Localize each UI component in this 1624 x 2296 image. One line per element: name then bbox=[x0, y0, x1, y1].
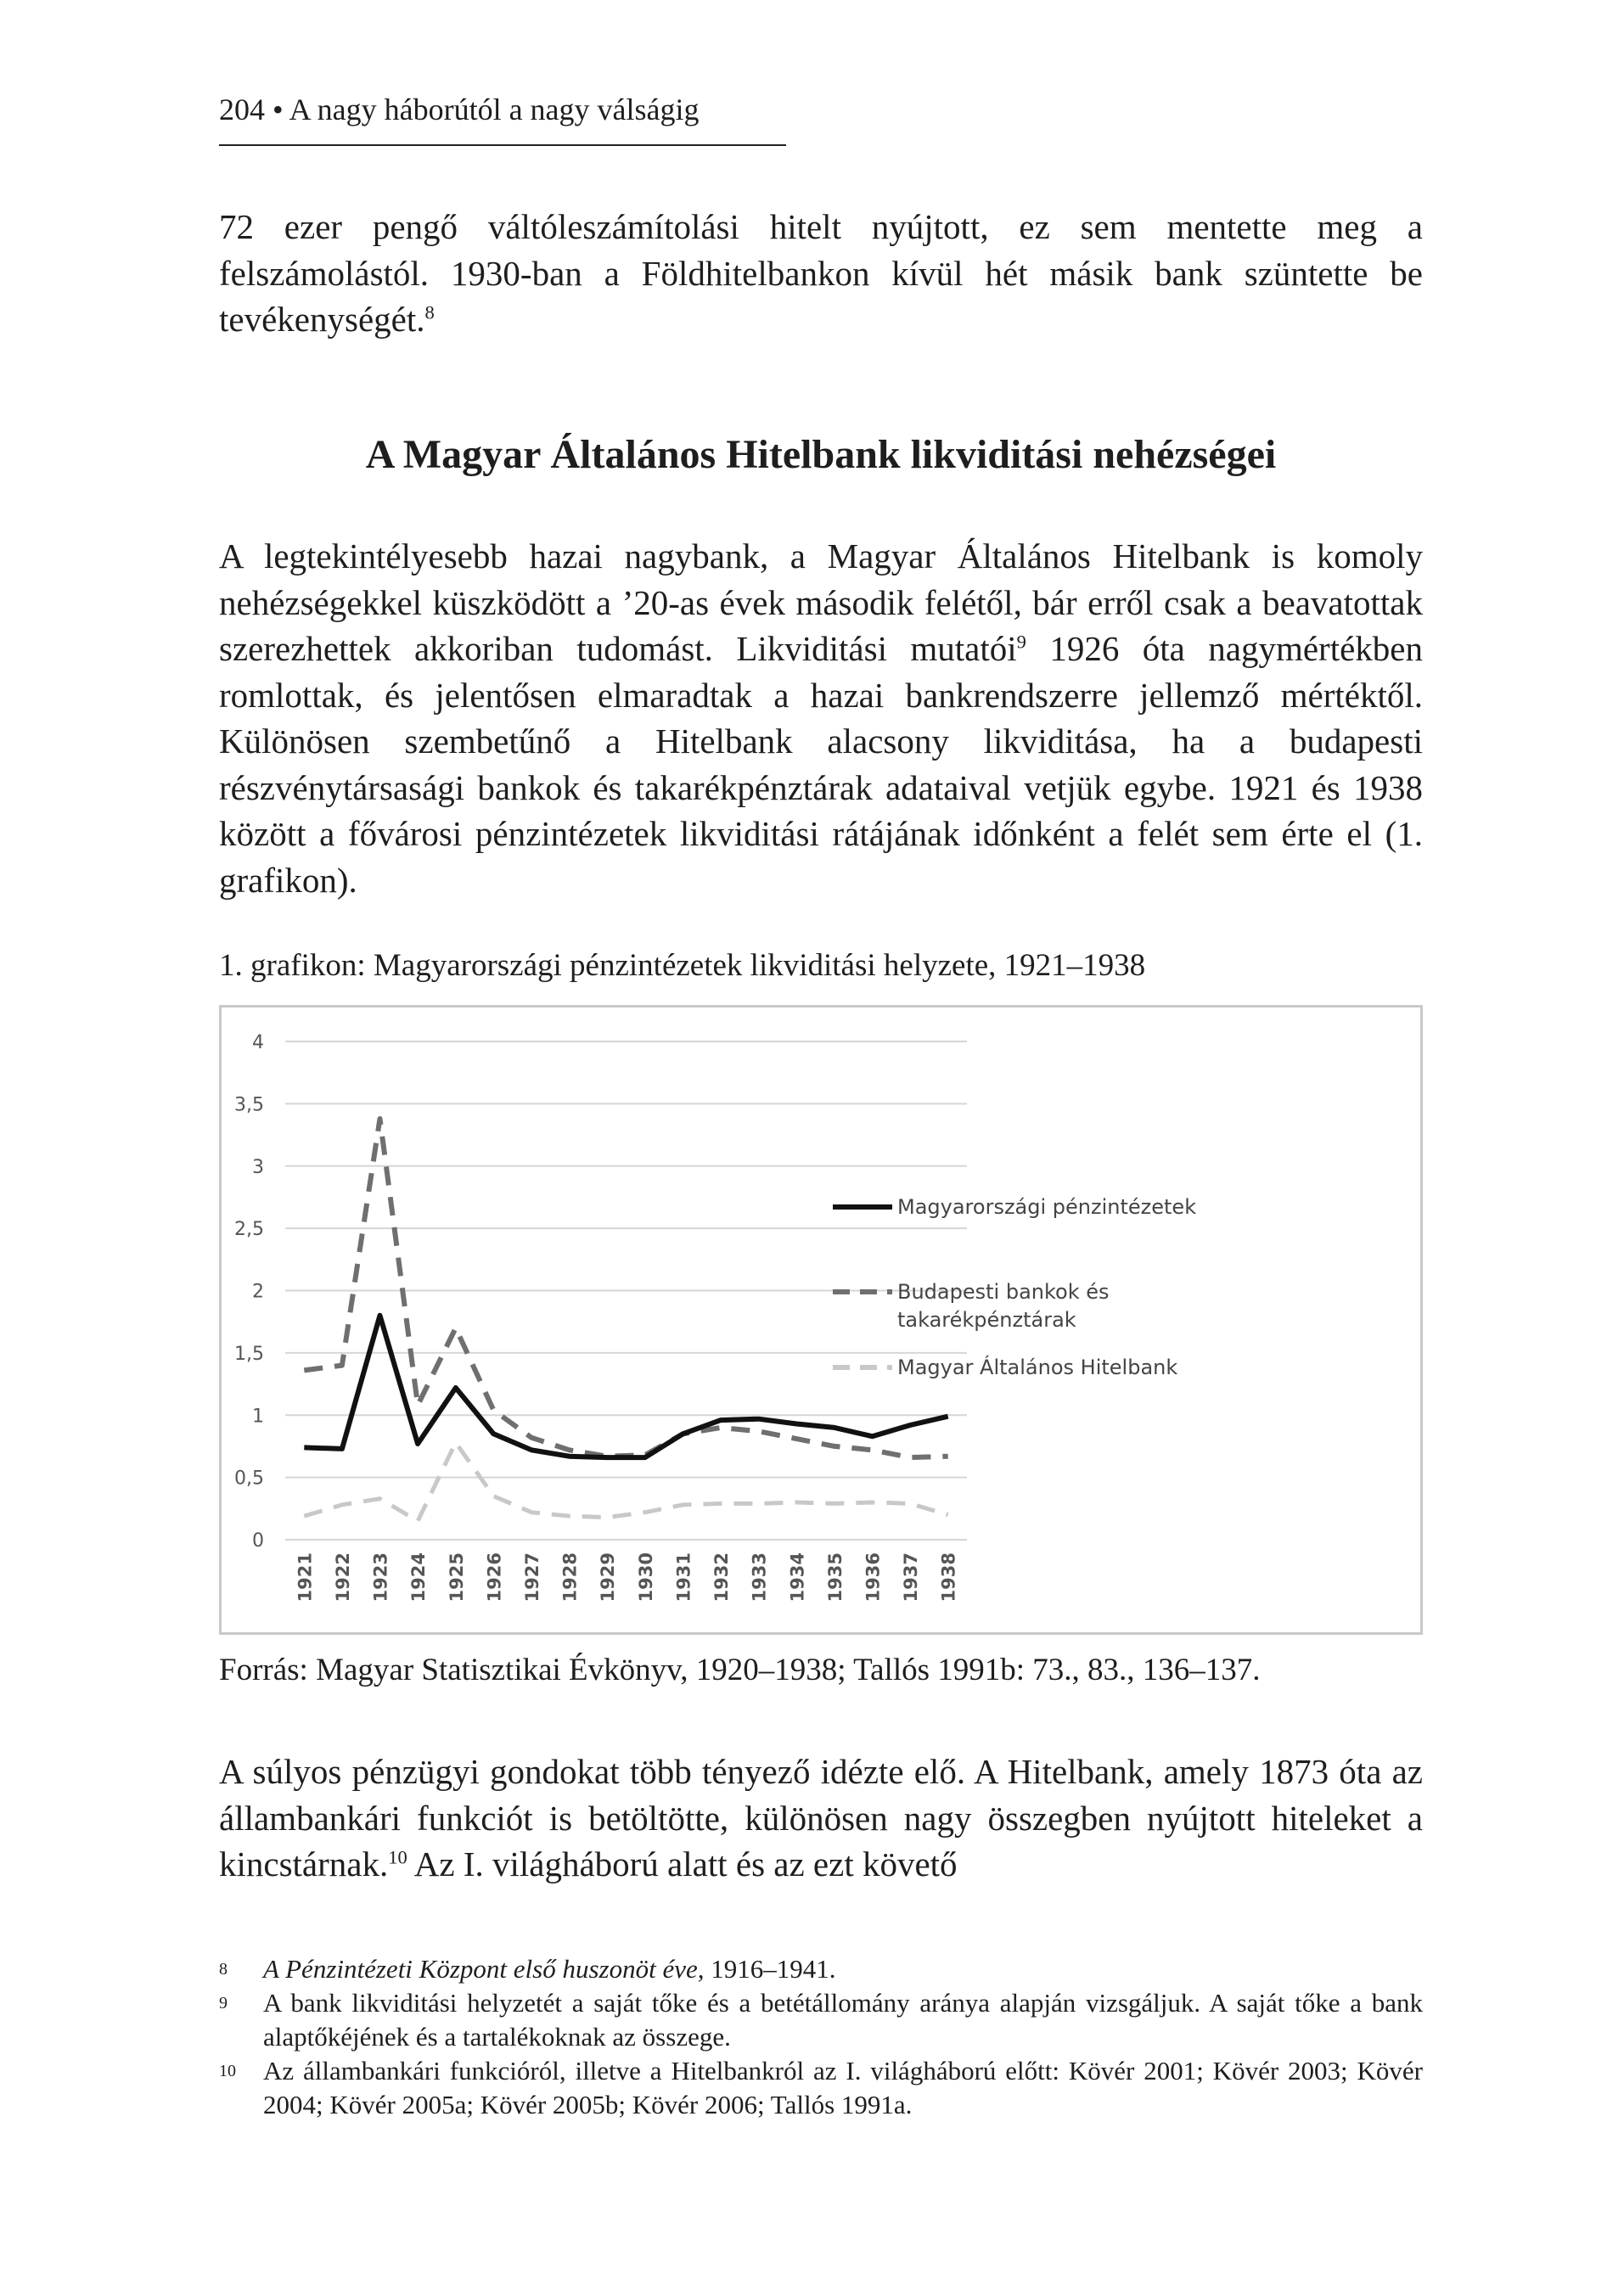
x-tick-label: 1934 bbox=[787, 1552, 808, 1603]
figure-source: Forrás: Magyar Statisztikai Évkönyv, 1920–1938; Tallós 1991b: 73., 83., 136–137. bbox=[219, 1653, 1261, 1687]
footnote-8 bbox=[219, 1952, 1423, 1986]
line-chart bbox=[222, 1008, 1420, 1632]
paragraph-3 bbox=[219, 1749, 1423, 1888]
footnote-number: 8 bbox=[219, 1960, 228, 1979]
y-tick-label: 3 bbox=[252, 1156, 264, 1178]
footnote-italic: A Pénzintézeti Központ első huszonöt éve, bbox=[263, 1954, 705, 1984]
x-tick-label: 1927 bbox=[521, 1552, 542, 1603]
footnote-text: A bank likviditási helyzetét a saját tőke és a betétállomány aránya alapján vizsgáljuk. A saját tőke a bank alaptőkéjének és a tartalékoknak az összege. bbox=[263, 1988, 1423, 2052]
paragraph-3-text-a: A súlyos pénzügyi gondokat több tényező idézte elő. A Hitelbank, amely 1873 óta az állambankári funkciót is betöltötte, különösen nagy összegben nyújtott hiteleket a kincstárnak. bbox=[219, 1752, 1423, 1883]
footnote-10 bbox=[219, 2054, 1423, 2122]
x-tick-label: 1929 bbox=[598, 1552, 619, 1603]
y-tick-label: 4 bbox=[252, 1032, 264, 1053]
x-tick-label: 1933 bbox=[749, 1552, 770, 1603]
footnote-number: 9 bbox=[219, 1994, 228, 2013]
x-tick-label: 1928 bbox=[559, 1552, 581, 1603]
y-tick-label: 2 bbox=[252, 1281, 264, 1303]
series-line-1 bbox=[304, 1316, 947, 1457]
footnote-ref-9[interactable]: 9 bbox=[1016, 631, 1026, 653]
footnote-ref-10[interactable]: 10 bbox=[388, 1846, 407, 1868]
x-tick-label: 1930 bbox=[635, 1552, 656, 1603]
y-tick-label: 2,5 bbox=[234, 1219, 264, 1241]
legend-label: takarékpénztárak bbox=[897, 1308, 1076, 1332]
x-tick-label: 1921 bbox=[295, 1552, 316, 1603]
legend-label: Magyar Általános Hitelbank bbox=[897, 1356, 1178, 1379]
paragraph-2-text-b: 1926 óta nagymértékben romlottak, és jelentősen elmaradtak a hazai bankrendszerre jellemző mértéktől. Különösen szembetűnő a Hitelbank alacsony likviditása, ha a budapesti részvénytársasági bankok és takarékpénztárak adataival vetjük egybe. 1921 és 1938 között a fővárosi pénzintézetek likviditási rátájának időnként a felét sem érte el (1. grafikon). bbox=[219, 629, 1423, 900]
y-tick-label: 0 bbox=[252, 1530, 264, 1552]
x-tick-label: 1922 bbox=[332, 1552, 353, 1603]
paragraph-3-text-b: Az I. világháború alatt és az ezt követő bbox=[407, 1844, 958, 1883]
figure-caption: 1. grafikon: Magyarországi pénzintézetek likviditási helyzete, 1921–1938 bbox=[219, 948, 1146, 983]
x-tick-label: 1924 bbox=[408, 1552, 430, 1603]
chart-frame bbox=[219, 1005, 1423, 1635]
x-tick-label: 1926 bbox=[484, 1552, 505, 1603]
footnote-text: Az állambankári funkcióról, illetve a Hitelbankról az I. világháború előtt: Kövér 2001; Kövér 2003; Kövér 2004; Kövér 2005a; Kövér 2005b; Kövér 2006; Tallós 1991a. bbox=[263, 2056, 1423, 2119]
x-tick-label: 1923 bbox=[370, 1552, 391, 1603]
running-header: 204 • A nagy háborútól a nagy válságig bbox=[219, 93, 700, 126]
series-line-2 bbox=[304, 1119, 947, 1457]
legend-label: Magyarországi pénzintézetek bbox=[897, 1195, 1197, 1219]
x-tick-label: 1931 bbox=[673, 1552, 694, 1603]
footnote-ref-8[interactable]: 8 bbox=[424, 301, 435, 323]
y-tick-label: 3,5 bbox=[234, 1094, 264, 1116]
legend-label: Budapesti bankok és bbox=[897, 1280, 1110, 1304]
section-heading: A Magyar Általános Hitelbank likviditási nehézségei bbox=[365, 432, 1277, 477]
footnote-number: 10 bbox=[219, 2062, 236, 2080]
x-tick-label: 1938 bbox=[938, 1552, 959, 1603]
x-tick-label: 1935 bbox=[824, 1552, 846, 1603]
header-rule bbox=[219, 144, 786, 146]
paragraph-2-text-a: A legtekintélyesebb hazai nagybank, a Magyar Általános Hitelbank is komoly nehézségekkel küszködött a ’20-as évek második felétől, bár erről csak a beavatottak szerezhettek akkoriban tudomást. Likviditási mutatói bbox=[219, 536, 1423, 668]
y-tick-label: 1,5 bbox=[234, 1343, 264, 1365]
paragraph-1-text: 72 ezer pengő váltóleszámítolási hitelt nyújtott, ez sem mentette meg a felszámolástól. 1930-ban a Földhitelbankon kívül hét másik bank szüntette be tevékenységét. bbox=[219, 207, 1423, 339]
y-tick-label: 0,5 bbox=[234, 1468, 264, 1490]
footnote-text: 1916–1941. bbox=[704, 1954, 836, 1984]
paragraph-1 bbox=[219, 204, 1423, 343]
x-tick-label: 1937 bbox=[901, 1552, 922, 1603]
paragraph-2 bbox=[219, 533, 1423, 903]
footnote-9 bbox=[219, 1986, 1423, 2054]
y-tick-label: 1 bbox=[252, 1406, 264, 1428]
x-tick-label: 1932 bbox=[711, 1552, 733, 1603]
x-tick-label: 1925 bbox=[446, 1552, 467, 1603]
x-tick-label: 1936 bbox=[863, 1552, 884, 1603]
